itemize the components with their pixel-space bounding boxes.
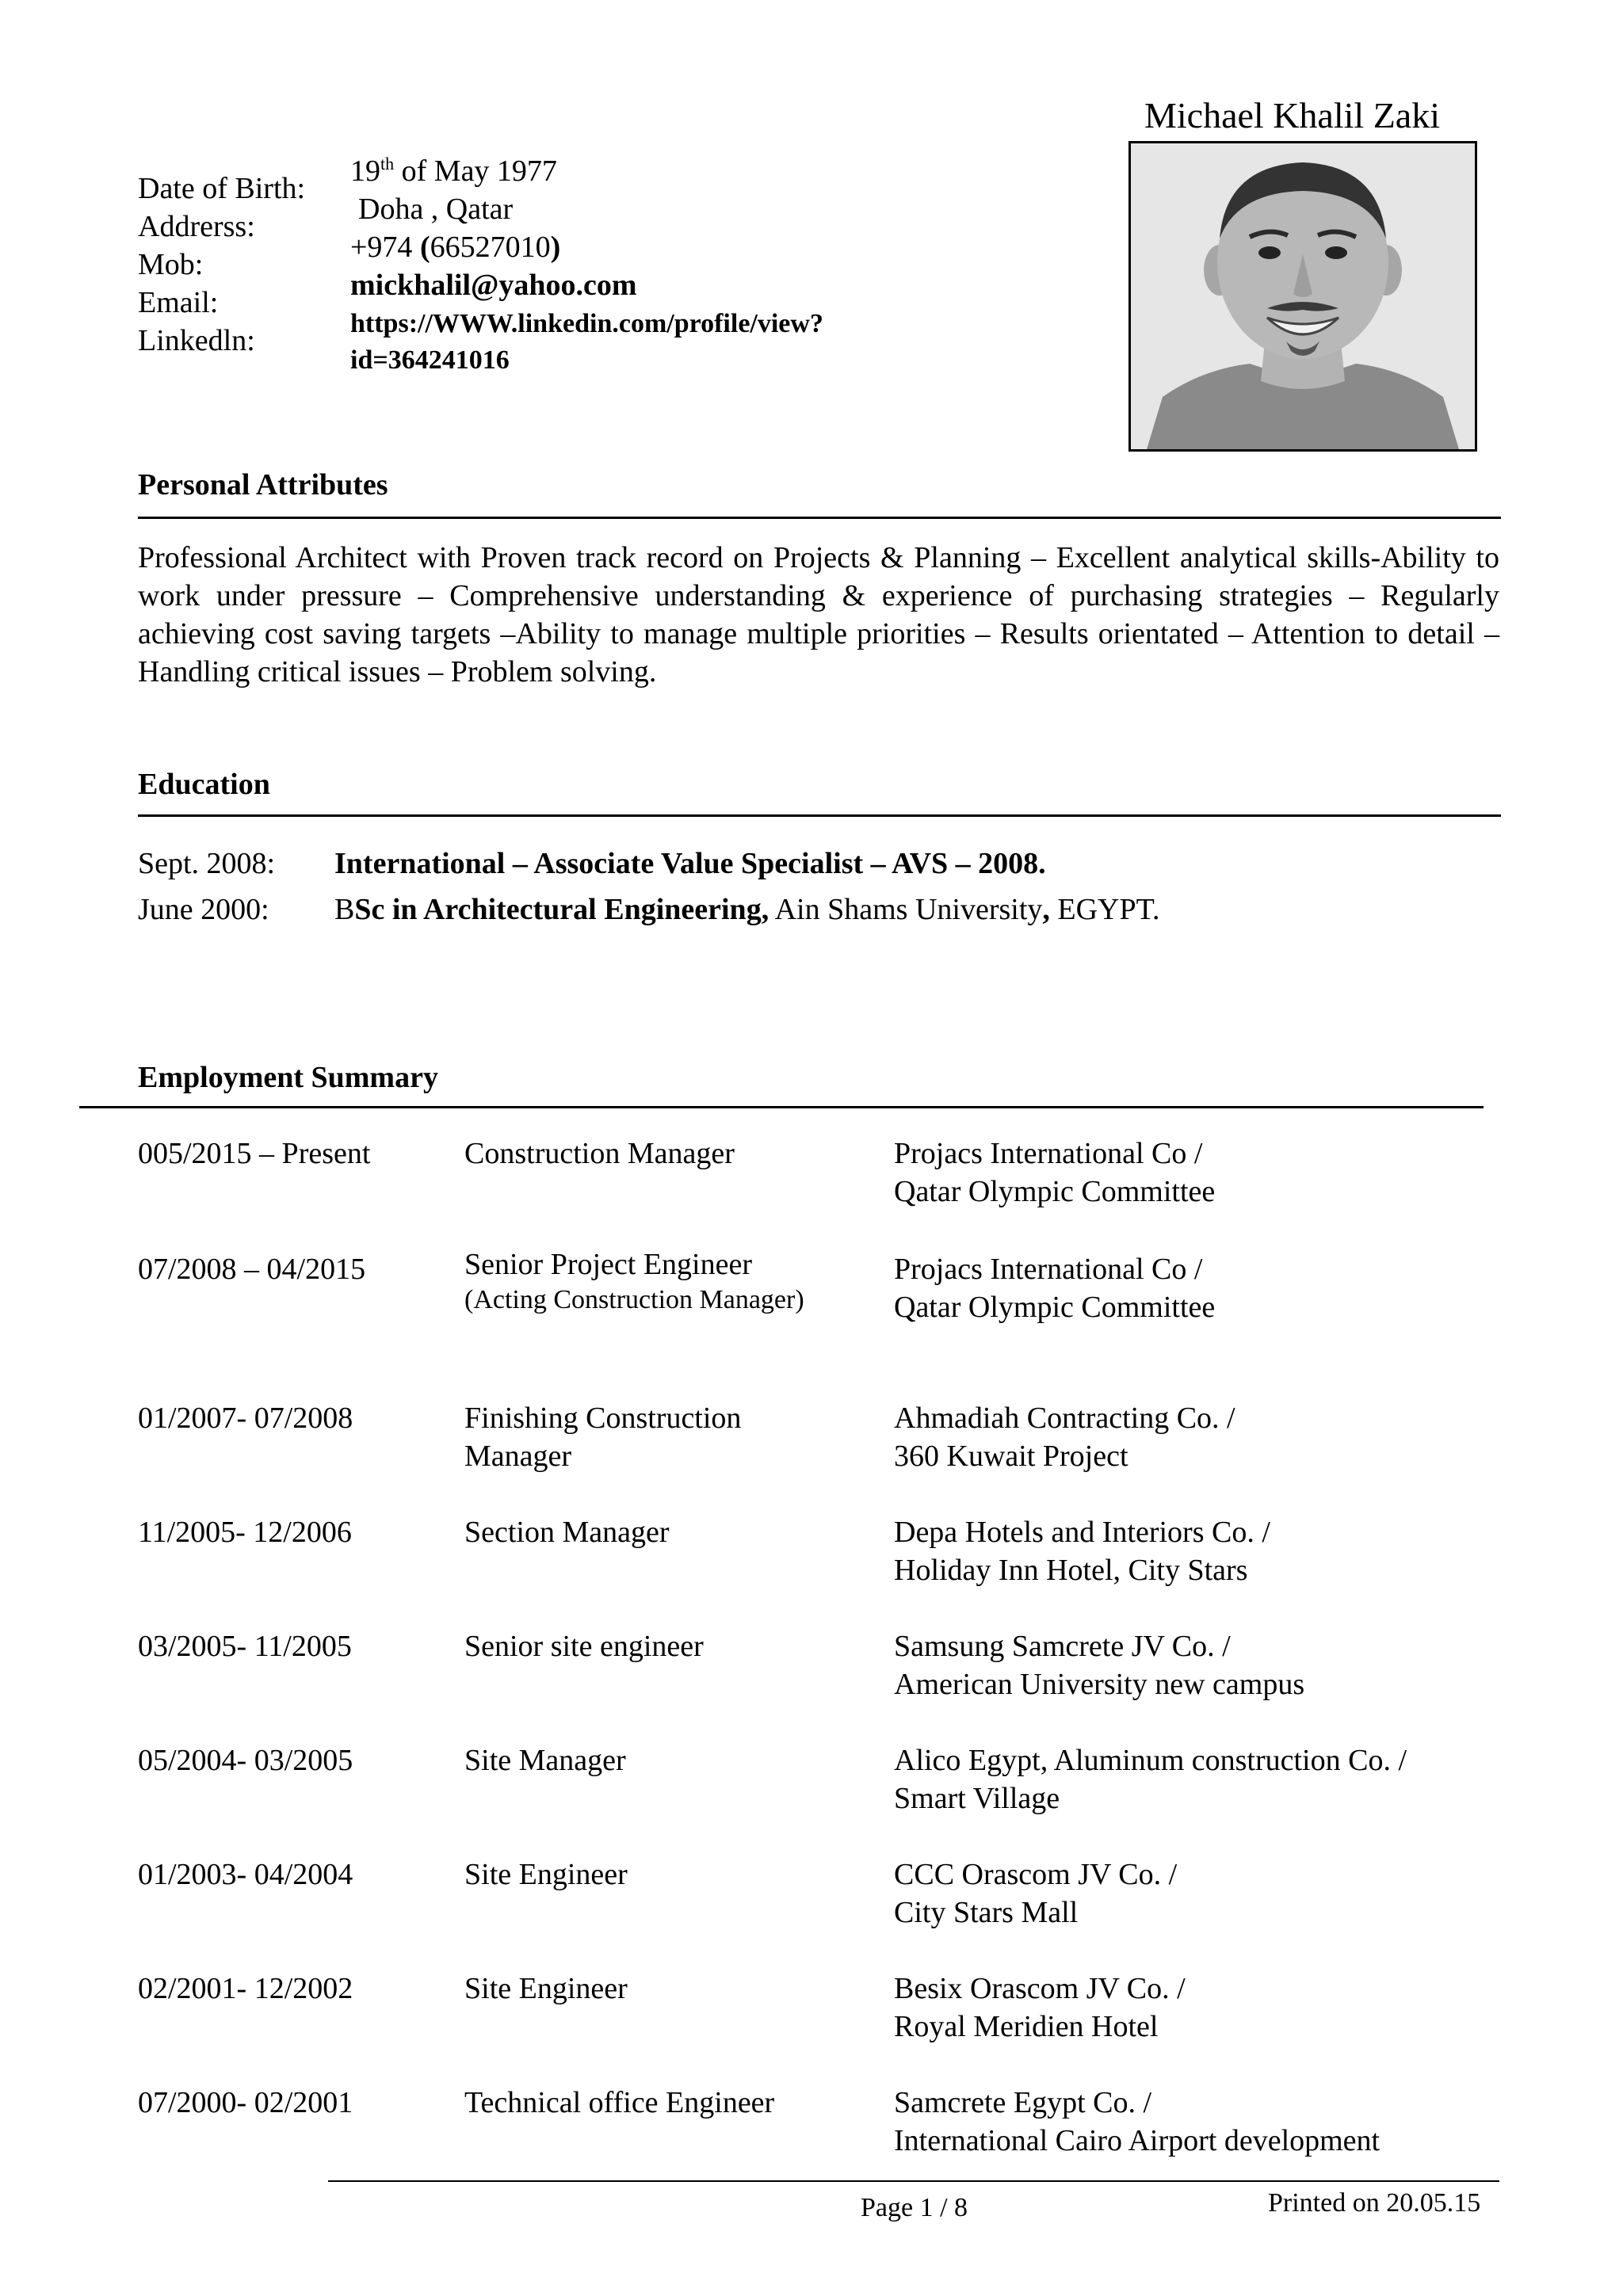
mob-value: +974 (66527010) <box>350 231 561 264</box>
employment-company: Besix Orascom JV Co. / Royal Meridien Hotel <box>894 1972 1186 2043</box>
employment-role: Construction Manager <box>464 1137 735 1170</box>
employment-date: 03/2005- 11/2005 <box>138 1630 352 1663</box>
section-divider <box>138 814 1501 817</box>
employment-date: 11/2005- 12/2006 <box>138 1516 352 1549</box>
employment-date: 01/2007- 07/2008 <box>138 1402 353 1435</box>
employment-role: Technical office Engineer <box>464 2086 775 2119</box>
employment-role: Section Manager <box>464 1516 670 1549</box>
dob-label: Date of Birth: <box>138 172 306 205</box>
linkedin-value[interactable] <box>350 306 823 379</box>
personal-attributes-text: Professional Architect with Proven track record on Projects & Planning – Excellent analytical skills-Ability to work under pressure – Comprehensive understanding & experience of purchasing strategies – Regularly achieving cost saving targets –Ability to manage multiple priorities – Results orientated – Attention to detail – Handling critical issues – Problem solving. <box>138 541 1499 688</box>
employment-role: Site Engineer <box>464 1858 628 1891</box>
employment-date: 05/2004- 03/2005 <box>138 1744 353 1777</box>
section-divider <box>79 1106 1484 1108</box>
dob-value: 19th of May 1977 <box>350 154 557 188</box>
employment-date: 02/2001- 12/2002 <box>138 1972 353 2005</box>
employment-company: CCC Orascom JV Co. / City Stars Mall <box>894 1858 1178 1929</box>
employment-company: Ahmadiah Contracting Co. / 360 Kuwait Project <box>894 1402 1235 1473</box>
person-portrait-icon <box>1131 143 1475 449</box>
employment-company: Projacs International Co / Qatar Olympic Committee <box>894 1253 1216 1324</box>
mob-label: Mob: <box>138 248 204 281</box>
education-entry: BSc in Architectural Engineering, Ain Shams University, EGYPT. <box>334 893 1160 926</box>
education-date: June 2000: <box>138 893 269 926</box>
printed-date: Printed on 20.05.15 <box>1268 2188 1481 2218</box>
info-labels <box>138 170 305 360</box>
employment-company: Alico Egypt, Aluminum construction Co. / Smart Village <box>894 1744 1407 1815</box>
education-date: Sept. 2008: <box>138 847 276 880</box>
employment-company: Projacs International Co / Qatar Olympic Committee <box>894 1137 1216 1208</box>
section-title-personal-attributes: Personal Attributes <box>138 468 388 502</box>
education-entry: International – Associate Value Specialist – AVS – 2008. <box>334 847 1046 880</box>
email-value[interactable]: mickhalil@yahoo.com <box>350 269 637 302</box>
employment-role: Site Engineer <box>464 1972 628 2005</box>
linkedin-line-2: id=364241016 <box>350 345 510 375</box>
footer-divider <box>328 2180 1499 2182</box>
page-number: Page 1 / 8 <box>861 2193 968 2222</box>
linkedin-line-1: https://WWW.linkedin.com/profile/view? <box>350 309 823 338</box>
employment-date: 07/2000- 02/2001 <box>138 2086 353 2119</box>
employment-company: Samcrete Egypt Co. / International Cairo Airport development <box>894 2086 1381 2157</box>
employment-date: 005/2015 – Present <box>138 1137 371 1170</box>
candidate-name: Michael Khalil Zaki <box>1144 95 1440 135</box>
employment-role: Site Manager <box>464 1744 626 1777</box>
linkedin-label: Linkedln: <box>138 324 255 357</box>
employment-role: Senior Project Engineer (Acting Construction Manager) <box>464 1245 804 1317</box>
section-title-education: Education <box>138 768 270 801</box>
section-title-employment-summary: Employment Summary <box>138 1061 438 1094</box>
employment-company: Samsung Samcrete JV Co. / American University new campus <box>894 1630 1305 1701</box>
employment-date: 07/2008 – 04/2015 <box>138 1253 366 1286</box>
employment-role: Senior site engineer <box>464 1630 704 1663</box>
employment-role: Finishing Construction Manager <box>464 1402 742 1473</box>
section-divider <box>138 517 1501 519</box>
employment-company: Depa Hotels and Interiors Co. / Holiday Inn Hotel, City Stars <box>894 1516 1270 1587</box>
email-label: Email: <box>138 286 219 319</box>
employment-date: 01/2003- 04/2004 <box>138 1858 353 1891</box>
employment-role-note: (Acting Construction Manager) <box>464 1285 804 1314</box>
profile-photo <box>1128 141 1477 452</box>
address-label: Addrerss: <box>138 210 255 243</box>
address-value: Doha , Qatar <box>358 193 514 226</box>
